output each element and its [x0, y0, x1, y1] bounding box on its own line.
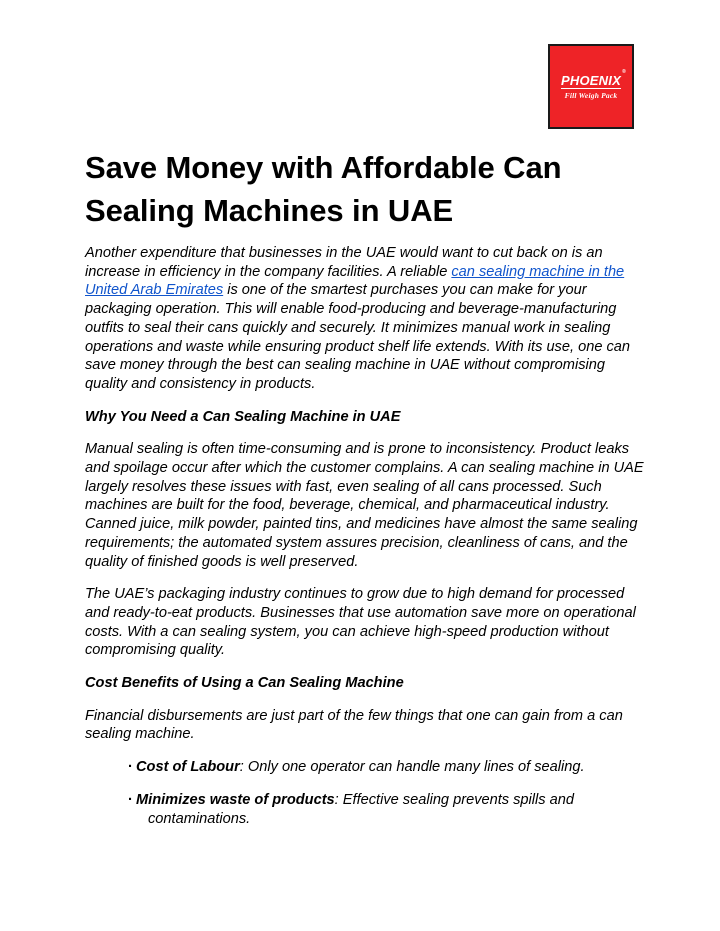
can-sealing-machine-uae-link[interactable]: can sealing machine in the United Arab Emirates: [85, 263, 625, 299]
section-heading-why-you-need: Why You Need a Can Sealing Machine in UAE: [85, 408, 401, 425]
why-paragraph-2: The UAE’s packaging industry continues to grow due to high demand for processed and ready-to-eat products. Businesses that use automation save more on operational costs. With a can sealing system, you can achieve high-speed production without compromising quality.: [85, 586, 636, 659]
list-item-cost-of-labour: [128, 758, 645, 777]
why-paragraph-1: Manual sealing is often time-consuming and is prone to inconsistency. Product leaks and spoilage occur after which the customer complains. A can sealing machine in UAE largely resolves these issues with fast, even sealing of all cans processed. Such machines are built for the food, beverage, chemical, and pharmaceutical industry. Canned juice, milk powder, painted tins, and medicines have almost the same sealing requirements; the automated system assures precision, cleanliness of cans, and the quality of finished goods is well preserved.: [85, 441, 644, 570]
bullet-dot-icon: ·: [128, 759, 133, 776]
page-title: Save Money with Affordable Can Sealing Machines in UAE: [85, 150, 562, 228]
intro-text-before-link: Another expenditure that businesses in the UAE would want to cut back on is an increase in efficiency in the company facilities. A reliable: [85, 245, 603, 280]
bullet-description: : Effective sealing prevents spills and contaminations.: [148, 791, 574, 827]
phoenix-logo: [548, 44, 634, 129]
cost-benefits-paragraph: Financial disbursements are just part of the few things that one can gain from a can sealing machine.: [85, 707, 623, 743]
logo-tagline: Fill Weigh Pack: [564, 90, 618, 100]
registered-mark-icon: ®: [622, 68, 626, 75]
intro-paragraph: [85, 244, 645, 394]
bullet-term: Minimizes waste of products: [136, 791, 335, 808]
section-heading-cost-benefits: Cost Benefits of Using a Can Sealing Machine: [85, 675, 404, 692]
intro-text-after-link: is one of the smartest purchases you can make for your packaging operation. This will enable food-producing and beverage-manufacturing outfits to seal their cans quickly and securely. It minimizes manual work in sealing operations and waste while ensuring product shelf life extends. With its use, one can save money through the best can sealing machine in UAE without compromising quality and consistency in products.: [85, 282, 631, 392]
logo-brand-name: PHOENIX: [561, 72, 621, 88]
article-content: [85, 146, 645, 842]
bullet-dot-icon: ·: [128, 791, 133, 808]
cost-benefits-list: [85, 758, 645, 828]
logo-brand-text: [561, 68, 626, 89]
list-item-minimizes-waste: [128, 791, 645, 828]
bullet-term: Cost of Labour: [136, 759, 240, 776]
bullet-description: : Only one operator can handle many lines of sealing.: [239, 759, 585, 776]
